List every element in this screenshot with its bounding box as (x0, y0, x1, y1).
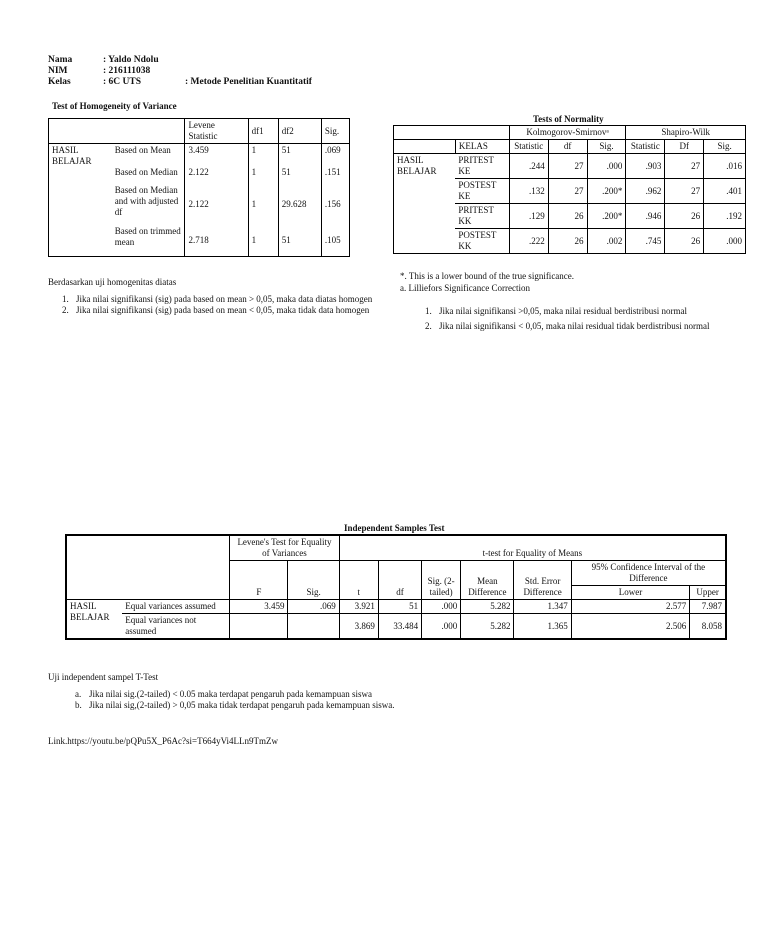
table-row: Based on trimmed mean 2.718 1 51 .105 (49, 225, 350, 257)
kelas-value: : 6C UTS (103, 77, 142, 87)
kelas-label: Kelas (48, 77, 71, 87)
normality-title: Tests of Normality (533, 114, 604, 124)
table-header-row: KELAS Statistic df Sig. Statistic Df Sig. (394, 140, 746, 154)
col-levene: Levene Statistic (185, 119, 248, 144)
table-row: Equal variances not assumed 3.869 33.484 .000 5.282 1.365 2.506 8.058 (66, 614, 726, 640)
table-header-row: Lower Upper (66, 586, 726, 600)
nama-value: : Yaldo Ndolu (103, 55, 159, 65)
ttest-title: Independent Samples Test (344, 523, 445, 533)
homogeneity-title: Test of Homogeneity of Variance (52, 101, 177, 111)
course-name: : Metode Penelitian Kuantitatif (185, 77, 312, 87)
row-label: HASIL BELAJAR (394, 154, 456, 254)
table-row: HASIL BELAJAR Equal variances assumed 3.459 .069 3.921 51 .000 5.282 1.347 2.577 7.987 (66, 600, 726, 614)
table-row: HASIL BELAJAR Based on Mean 3.459 1 51 .069 (49, 144, 350, 166)
table-row: POSTEST KK .222 26 .002 .745 26 .000 (394, 229, 746, 254)
homogeneity-table (48, 118, 350, 257)
independent-samples-table (65, 534, 727, 640)
col-df2: df2 (278, 119, 321, 144)
nama-label: Nama (48, 55, 73, 65)
table-row: PRITEST KK .129 26 .200* .946 26 .192 (394, 204, 746, 229)
table-row: Based on Median and with adjusted df 2.122 1 29.628 .156 (49, 184, 350, 225)
kelas-header: KELAS (455, 140, 509, 154)
homog-intro: Berdasarkan uji homogenitas diatas (48, 277, 177, 287)
table-row: Based on Median 2.122 1 51 .151 (49, 166, 350, 184)
table-header-row (66, 535, 726, 561)
ci-header: 95% Confidence Interval of the Difference (571, 561, 726, 586)
ks-header: Kolmogorov-Smirnovᵃ (509, 126, 626, 140)
ttest-header: t-test for Equality of Means (339, 535, 726, 561)
levene-header: Levene's Test for Equality of Variances (230, 535, 339, 561)
video-link[interactable]: Link.https://youtu.be/pQPu5X_P6Ac?si=T664yVi4LLn9TmZw (48, 736, 279, 746)
normality-footnote-1: *. This is a lower bound of the true significance. (400, 271, 575, 281)
ttest-intro: Uji independent sampel T-Test (48, 672, 159, 682)
normality-table (393, 125, 746, 254)
table-header-row (394, 126, 746, 140)
col-df1: df1 (248, 119, 278, 144)
sw-header: Shapiro-Wilk (626, 126, 746, 140)
nim-label: NIM (48, 66, 68, 76)
table-header-row (49, 119, 350, 144)
col-sig: Sig. (321, 119, 349, 144)
table-header-row: F Sig. t df Sig. (2-tailed) Mean Difference Std. Error Difference 95% Confidence Interval of the Difference (66, 561, 726, 586)
table-row: HASIL BELAJAR PRITEST KE .244 27 .000 .903 27 .016 (394, 154, 746, 179)
normality-footnote-2: a. Lilliefors Significance Correction (400, 283, 530, 293)
table-row: POSTEST KE .132 27 .200* .962 27 .401 (394, 179, 746, 204)
nim-value: : 216111038 (103, 66, 151, 76)
row-label: HASIL BELAJAR (66, 600, 122, 640)
row-label: HASIL BELAJAR (52, 145, 92, 166)
